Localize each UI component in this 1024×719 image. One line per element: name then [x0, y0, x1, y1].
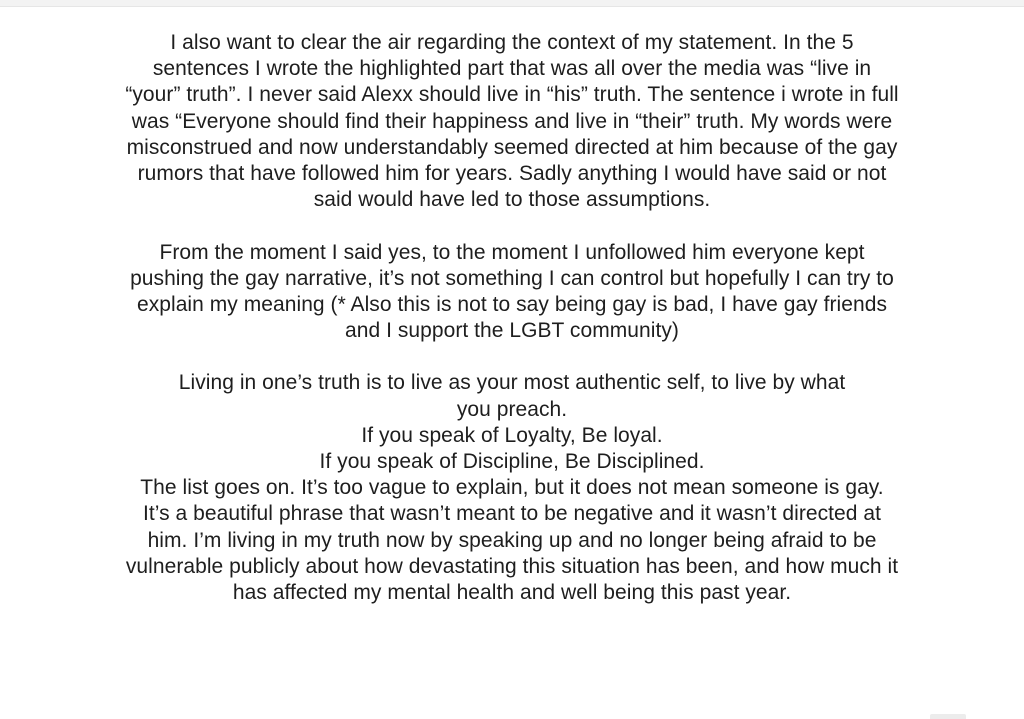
text-line: explain my meaning (* Also this is not to say being gay is bad, I have gay friends: [136, 292, 887, 316]
corner-bar: [930, 714, 966, 719]
text-line: misconstrued and now understandably seemed directed at him because of the gay: [126, 135, 898, 159]
paragraph-spacer: [0, 344, 1024, 370]
paragraph-living-truth: [0, 370, 1024, 606]
text-line: you preach.: [456, 397, 568, 421]
text-line: has affected my mental health and well being this past year.: [232, 580, 792, 604]
paragraph-spacer: [0, 213, 1024, 239]
top-divider: [0, 0, 1024, 7]
text-line: sentences I wrote the highlighted part that was all over the media was “live in: [152, 57, 872, 81]
text-line: vulnerable publicly about how devastating this situation has been, and how much it: [125, 554, 899, 578]
text-line: and I support the LGBT community): [345, 319, 679, 343]
text-line: rumors that have followed him for years. Sadly anything I would have said or not: [137, 161, 887, 185]
paragraph-context: [0, 30, 1024, 213]
text-line: The list goes on. It’s too vague to explain, but it does not mean someone is gay.: [140, 476, 884, 500]
text-line: pushing the gay narrative, it’s not something I can control but hopefully I can try to: [130, 266, 894, 290]
text-line: Living in one’s truth is to live as your most authentic self, to live by what: [178, 371, 846, 395]
text-line: If you speak of Discipline, Be Disciplined.: [319, 450, 705, 473]
text-line: I also want to clear the air regarding the context of my statement. In the 5: [170, 31, 854, 54]
text-line: was “Everyone should find their happiness and live in “their” truth. My words were: [131, 109, 893, 133]
paragraph-narrative: [0, 240, 1024, 345]
text-line: him. I’m living in my truth now by speaking up and no longer being afraid to be: [147, 528, 877, 552]
text-line: From the moment I said yes, to the moment I unfollowed him everyone kept: [159, 240, 865, 264]
text-line: If you speak of Loyalty, Be loyal.: [361, 423, 663, 447]
statement-text: [0, 30, 1024, 606]
text-line: “your” truth”. I never said Alexx should live in “his” truth. The sentence i wrote in full: [125, 83, 899, 107]
text-line: It’s a beautiful phrase that wasn’t meant to be negative and it wasn’t directed at: [143, 502, 881, 526]
text-line: said would have led to those assumptions.: [313, 188, 711, 212]
